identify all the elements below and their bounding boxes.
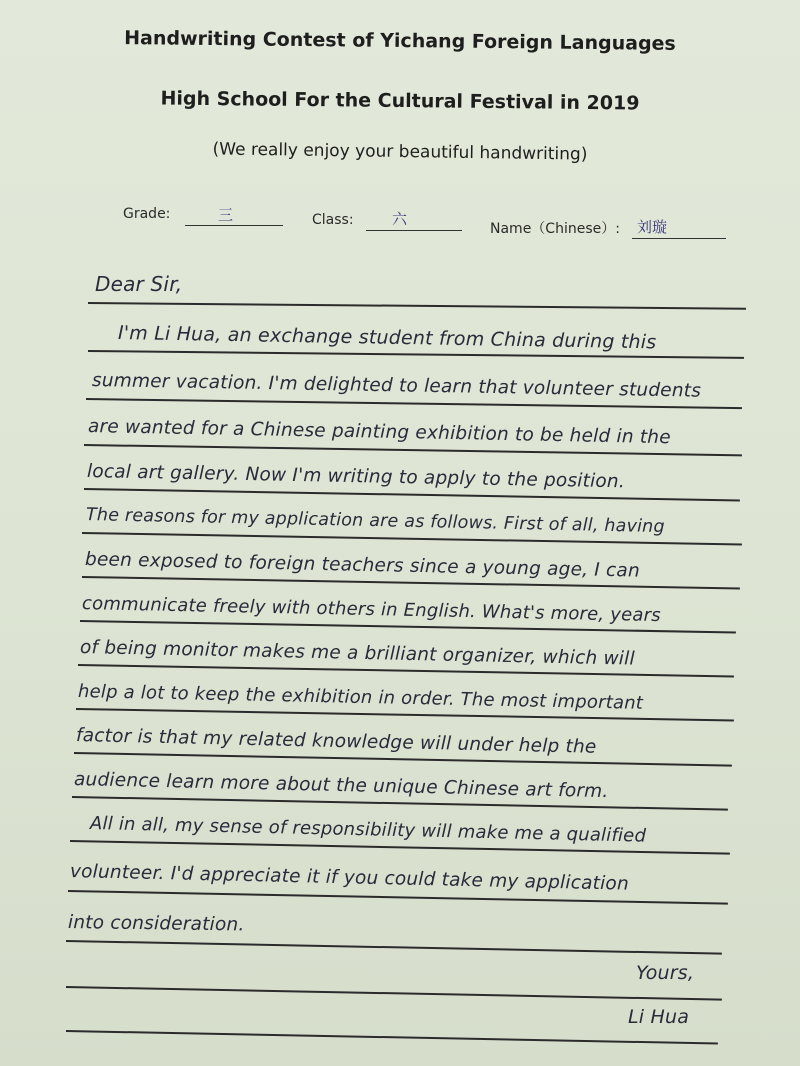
ruled-line: [72, 796, 728, 810]
letter-line: The reasons for my application are as follows. First of all, having: [85, 505, 665, 538]
letter-signature: Li Hua: [628, 1006, 690, 1028]
letter-line: local art gallery. Now I'm writing to apply to the position.: [86, 461, 626, 493]
letter-line: are wanted for a Chinese painting exhibition to be held in the: [87, 416, 672, 449]
letter-line: communicate freely with others in English. What's more, years: [81, 593, 662, 627]
letter-line: I'm Li Hua, an exchange student from China during this: [117, 322, 657, 354]
grade-value: 三: [218, 206, 234, 224]
name-label: Name（Chinese）:: [490, 221, 620, 237]
letter-line: All in all, my sense of responsibility will make me a qualified: [89, 813, 647, 847]
letter-line: audience learn more about the unique Chinese art form.: [73, 769, 609, 803]
letter-line: summer vacation. I'm delighted to learn that volunteer students: [91, 370, 702, 402]
letter-line: into consideration.: [67, 912, 245, 936]
ruled-line: [66, 986, 722, 1000]
header-subtitle: (We really enjoy your beautiful handwriting): [212, 139, 588, 165]
ruled-line: [88, 302, 746, 309]
ruled-line: [84, 488, 740, 501]
letter-line: help a lot to keep the exhibition in order. The most important: [77, 681, 644, 714]
letter-line: factor is that my related knowledge will under help the: [75, 725, 597, 758]
ruled-line: [66, 1030, 718, 1044]
header-title-line-2: High School For the Cultural Festival in 2019: [160, 87, 640, 115]
letter-line: of being monitor makes me a brilliant organizer, which will: [79, 637, 636, 670]
header-title-line-1: Handwriting Contest of Yichang Foreign Languages: [124, 27, 676, 55]
ruled-line: [74, 752, 732, 766]
grade-label: Grade:: [123, 206, 171, 222]
letter-line: volunteer. I'd appreciate it if you could take my application: [69, 861, 630, 895]
ruled-line: [66, 940, 722, 954]
class-label: Class:: [312, 212, 354, 228]
ruled-line: [78, 664, 734, 677]
ruled-line: [82, 576, 740, 589]
letter-line: been exposed to foreign teachers since a young age, I can: [84, 549, 641, 582]
letter-closing: Yours,: [636, 962, 695, 984]
ruled-line: [68, 890, 728, 904]
letter-salutation: Dear Sir,: [95, 272, 183, 296]
name-value: 刘璇: [637, 218, 668, 236]
class-value: 六: [392, 210, 408, 228]
